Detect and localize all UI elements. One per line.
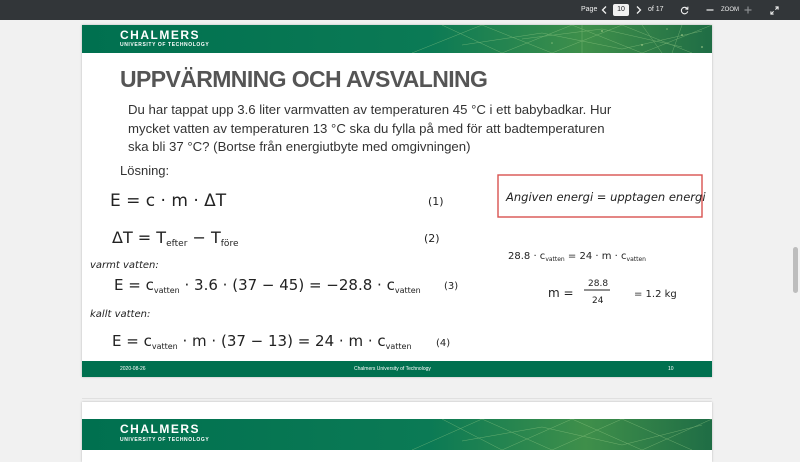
equation-1-number: (1) <box>428 195 444 208</box>
footer-organization: Chalmers University of Technology <box>354 366 431 372</box>
right-equation-part: = 24 · m · c <box>564 251 627 262</box>
chalmers-logo-text: CHALMERS <box>120 28 200 42</box>
equation-3-number: (3) <box>444 281 459 292</box>
equation-4-part: E = c <box>112 332 152 350</box>
right-equation-2-m: m = <box>548 286 574 300</box>
energy-balance-text: Angiven energi = upptagen energi <box>506 190 706 204</box>
right-equation-2-result: = 1.2 kg <box>634 289 677 300</box>
footer-date: 2020-08-26 <box>120 366 146 372</box>
label-cold-water: kallt vatten: <box>90 309 151 320</box>
equation-4-number: (4) <box>436 338 451 349</box>
slide-title: UPPVÄRMNING OCH AVSVALNING <box>120 66 488 92</box>
chevron-right-icon[interactable] <box>633 0 645 20</box>
equation-1: E = c · m · ΔT <box>110 191 227 211</box>
handwritten-solution <box>82 25 712 361</box>
equation-3-part: · 3.6 · (37 − 45) = −28.8 · c <box>179 276 395 294</box>
next-slide-page <box>82 402 712 462</box>
equation-3-part: E = c <box>114 276 154 294</box>
label-warm-water: varmt vatten: <box>90 260 159 271</box>
fraction-numerator: 28.8 <box>588 279 609 289</box>
zoom-label: ZOOM <box>721 7 739 13</box>
fullscreen-icon[interactable] <box>768 0 780 20</box>
equation-3-sub: vatten <box>394 286 421 295</box>
equation-2-part: ΔT = T <box>112 228 167 247</box>
pdf-toolbar <box>0 0 800 20</box>
footer-slide-number: 10 <box>668 366 674 372</box>
plus-icon[interactable] <box>742 0 754 20</box>
problem-line: Du har tappat upp 3.6 liter varmvatten av temperaturen 45 °C i ett babybadkar. Hur <box>128 102 612 117</box>
chevron-left-icon[interactable] <box>598 0 610 20</box>
equation-2-number: (2) <box>424 232 440 245</box>
equation-2-part: − T <box>187 228 221 247</box>
right-equation-sub: vatten <box>626 256 646 263</box>
page-divider <box>82 398 712 399</box>
chalmers-logo-subtitle: UNIVERSITY OF TECHNOLOGY <box>120 437 210 443</box>
page-label: Page <box>581 6 598 13</box>
page-number-input[interactable]: 10 <box>613 4 629 16</box>
solution-label: Lösning: <box>120 163 170 178</box>
slide-footer <box>82 361 712 377</box>
equation-4-sub: vatten <box>151 342 178 351</box>
equation-3 <box>114 276 421 295</box>
right-equation-sub: vatten <box>545 256 565 263</box>
right-equation-part: 28.8 · c <box>508 251 546 262</box>
scrollbar-thumb[interactable] <box>793 247 798 293</box>
equation-4-sub: vatten <box>385 342 412 351</box>
vertical-scrollbar[interactable] <box>791 20 800 450</box>
chalmers-logo-subtitle: UNIVERSITY OF TECHNOLOGY <box>120 42 210 48</box>
fraction-denominator: 24 <box>592 296 604 306</box>
right-equation-1 <box>508 251 646 263</box>
equation-4 <box>112 332 412 351</box>
next-slide-header-band <box>82 419 712 450</box>
minus-icon[interactable] <box>704 0 716 20</box>
problem-line: mycket vatten av temperaturen 13 °C ska du fylla på med för att badtemperaturen <box>128 120 605 136</box>
chalmers-logo-text: CHALMERS <box>120 422 200 436</box>
problem-line: ska bli 37 °C? (Bortse från energiutbyte med omgivningen) <box>128 139 471 154</box>
rotate-icon[interactable] <box>678 0 690 20</box>
equation-4-part: · m · (37 − 13) = 24 · m · c <box>177 332 386 350</box>
equation-2-sub: före <box>220 239 239 249</box>
equation-2-sub: efter <box>166 239 188 249</box>
page-total: of 17 <box>648 6 664 13</box>
slide-page <box>82 25 712 377</box>
equation-3-sub: vatten <box>153 286 180 295</box>
equation-2 <box>112 228 239 249</box>
